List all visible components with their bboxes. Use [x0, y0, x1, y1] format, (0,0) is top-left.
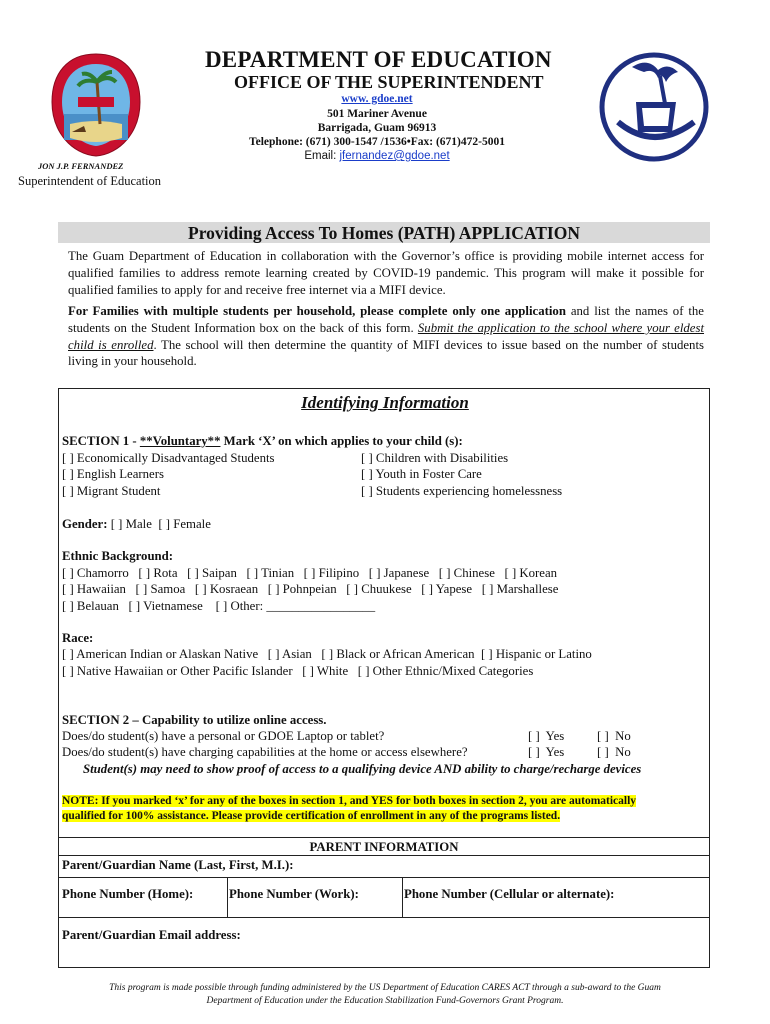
website-link[interactable]: www. gdoe.net: [341, 93, 413, 105]
department-title: DEPARTMENT OF EDUCATION: [205, 47, 552, 72]
parent-name-field[interactable]: Parent/Guardian Name (Last, First, M.I.):: [62, 858, 294, 872]
website-row: [197, 93, 557, 105]
title-bar: [58, 222, 710, 243]
checkbox-children-disabilities[interactable]: [ ] Children with Disabilities: [361, 451, 509, 465]
section1-suffix: Mark ‘X’ on which applies to your child (s):: [220, 434, 463, 448]
divider: [402, 877, 403, 917]
q2-no-checkbox[interactable]: [ ] No: [597, 745, 631, 759]
email-link[interactable]: jfernandez@gdoe.net: [339, 150, 450, 162]
section2-question-1: Does/do student(s) have a personal or GDOE Laptop or tablet?: [62, 729, 385, 743]
office-title: OFFICE OF THE SUPERINTENDENT: [234, 72, 544, 92]
section2-question-2: Does/do student(s) have charging capabilities at the home or access elsewhere?: [62, 745, 468, 759]
email-line: [197, 150, 557, 162]
checkbox-youth-foster-care[interactable]: [ ] Youth in Foster Care: [361, 467, 482, 481]
page-title: Providing Access To Homes (PATH) APPLICATION: [188, 223, 580, 243]
checkbox-economically-disadvantaged[interactable]: [ ] Economically Disadvantaged Students: [62, 451, 275, 465]
multi-text-2: . The school will then determine the quantity of MIFI devices to issue based on the number of students living in your household.: [68, 337, 704, 369]
divider: [59, 877, 709, 878]
ethnic-label: Ethnic Background:: [62, 549, 174, 563]
race-row-2[interactable]: [ ] Native Hawaiian or Other Pacific Islander [ ] White [ ] Other Ethnic/Mixed Categories: [62, 664, 534, 678]
q1-no-checkbox[interactable]: [ ] No: [597, 729, 631, 743]
phone-cell-field[interactable]: Phone Number (Cellular or alternate):: [404, 887, 615, 901]
divider: [59, 837, 709, 838]
footer-line-1: This program is made possible through funding administered by the US Department of Education CARES ACT through a sub-award to the Guam: [109, 983, 661, 993]
gender-label: Gender:: [62, 517, 108, 531]
gender-row[interactable]: [62, 516, 211, 533]
ethnic-row-1[interactable]: [ ] Chamorro [ ] Rota [ ] Saipan [ ] Tinian [ ] Filipino [ ] Japanese [ ] Chinese [ ] Korean: [62, 566, 558, 580]
parent-info-heading: PARENT INFORMATION: [309, 840, 459, 854]
qualification-note: [62, 794, 636, 824]
footer-line-2: Department of Education under the Education Stabilization Fund-Governors Grant Program.: [206, 996, 564, 1006]
identifying-heading: Identifying Information: [301, 393, 469, 412]
race-row-1[interactable]: [ ] American Indian or Alaskan Native [ ] Asian [ ] Black or African American [ ] Hispanic or Latino: [62, 647, 592, 661]
superintendent-name: JON J.P. FERNANDEZ: [38, 161, 124, 171]
divider: [59, 855, 709, 856]
note-line-2: qualified for 100% assistance. Please provide certification of enrollment in any of the programs listed.: [62, 810, 561, 822]
q2-yes-checkbox[interactable]: [ ] Yes: [528, 745, 565, 759]
phone-home-field[interactable]: Phone Number (Home):: [62, 887, 194, 901]
section2-proof-note: Student(s) may need to show proof of access to a qualifying device AND ability to charge/recharge devices: [83, 762, 642, 776]
guam-seal-logo: [50, 52, 142, 158]
multi-student-paragraph: [68, 303, 704, 370]
note-line-1: NOTE: If you marked ‘x’ for any of the boxes in section 1, and YES for both boxes in section 2, you are automatically: [62, 795, 637, 807]
doe-logo: [598, 42, 710, 172]
multi-text-1: and list the names of the students on the Student Information box on the back of this form.: [68, 304, 704, 335]
address-line-1: 501 Mariner Avenue: [327, 108, 427, 120]
section1-prefix: SECTION 1 -: [62, 434, 140, 448]
telephone-line: Telephone: (671) 300-1547 /1536•Fax: (671)472-5001: [249, 136, 505, 148]
section1-heading: [62, 433, 463, 450]
divider: [227, 877, 228, 917]
address-line-2: Barrigada, Guam 96913: [317, 122, 437, 134]
multi-italic-text: Submit the application to the school where your eldest child is enrolled: [68, 320, 705, 352]
race-label: Race:: [62, 631, 94, 645]
identifying-information-box: [58, 388, 710, 968]
section1-voluntary: **Voluntary**: [139, 434, 221, 448]
q1-yes-checkbox[interactable]: [ ] Yes: [528, 729, 565, 743]
phone-work-field[interactable]: Phone Number (Work):: [229, 887, 359, 901]
divider: [59, 917, 709, 918]
gender-options[interactable]: [ ] Male [ ] Female: [107, 517, 211, 531]
intro-paragraph: The Guam Department of Education in collaboration with the Governor’s office is providing mobile internet access for qualified families to address remote learning created by COVID-19 pandemic. This program will make it possible for qualified families to apply for and receive free internet via a MIFI device.: [68, 249, 704, 297]
ethnic-row-3[interactable]: [ ] Belauan [ ] Vietnamese [ ] Other: _________________: [62, 599, 376, 613]
checkbox-migrant-student[interactable]: [ ] Migrant Student: [62, 484, 161, 498]
checkbox-homelessness[interactable]: [ ] Students experiencing homelessness: [361, 484, 563, 498]
checkbox-english-learners[interactable]: [ ] English Learners: [62, 467, 164, 481]
superintendent-title: Superintendent of Education: [18, 174, 162, 188]
email-label: Email:: [304, 150, 340, 162]
footer-note: [60, 982, 710, 1008]
section2-heading: SECTION 2 – Capability to utilize online access.: [62, 713, 327, 727]
multi-bold-text: For Families with multiple students per household, please complete only one application: [68, 304, 566, 318]
ethnic-row-2[interactable]: [ ] Hawaiian [ ] Samoa [ ] Kosraean [ ] Pohnpeian [ ] Chuukese [ ] Yapese [ ] Marshallese: [62, 582, 559, 596]
parent-email-field[interactable]: Parent/Guardian Email address:: [62, 928, 241, 942]
